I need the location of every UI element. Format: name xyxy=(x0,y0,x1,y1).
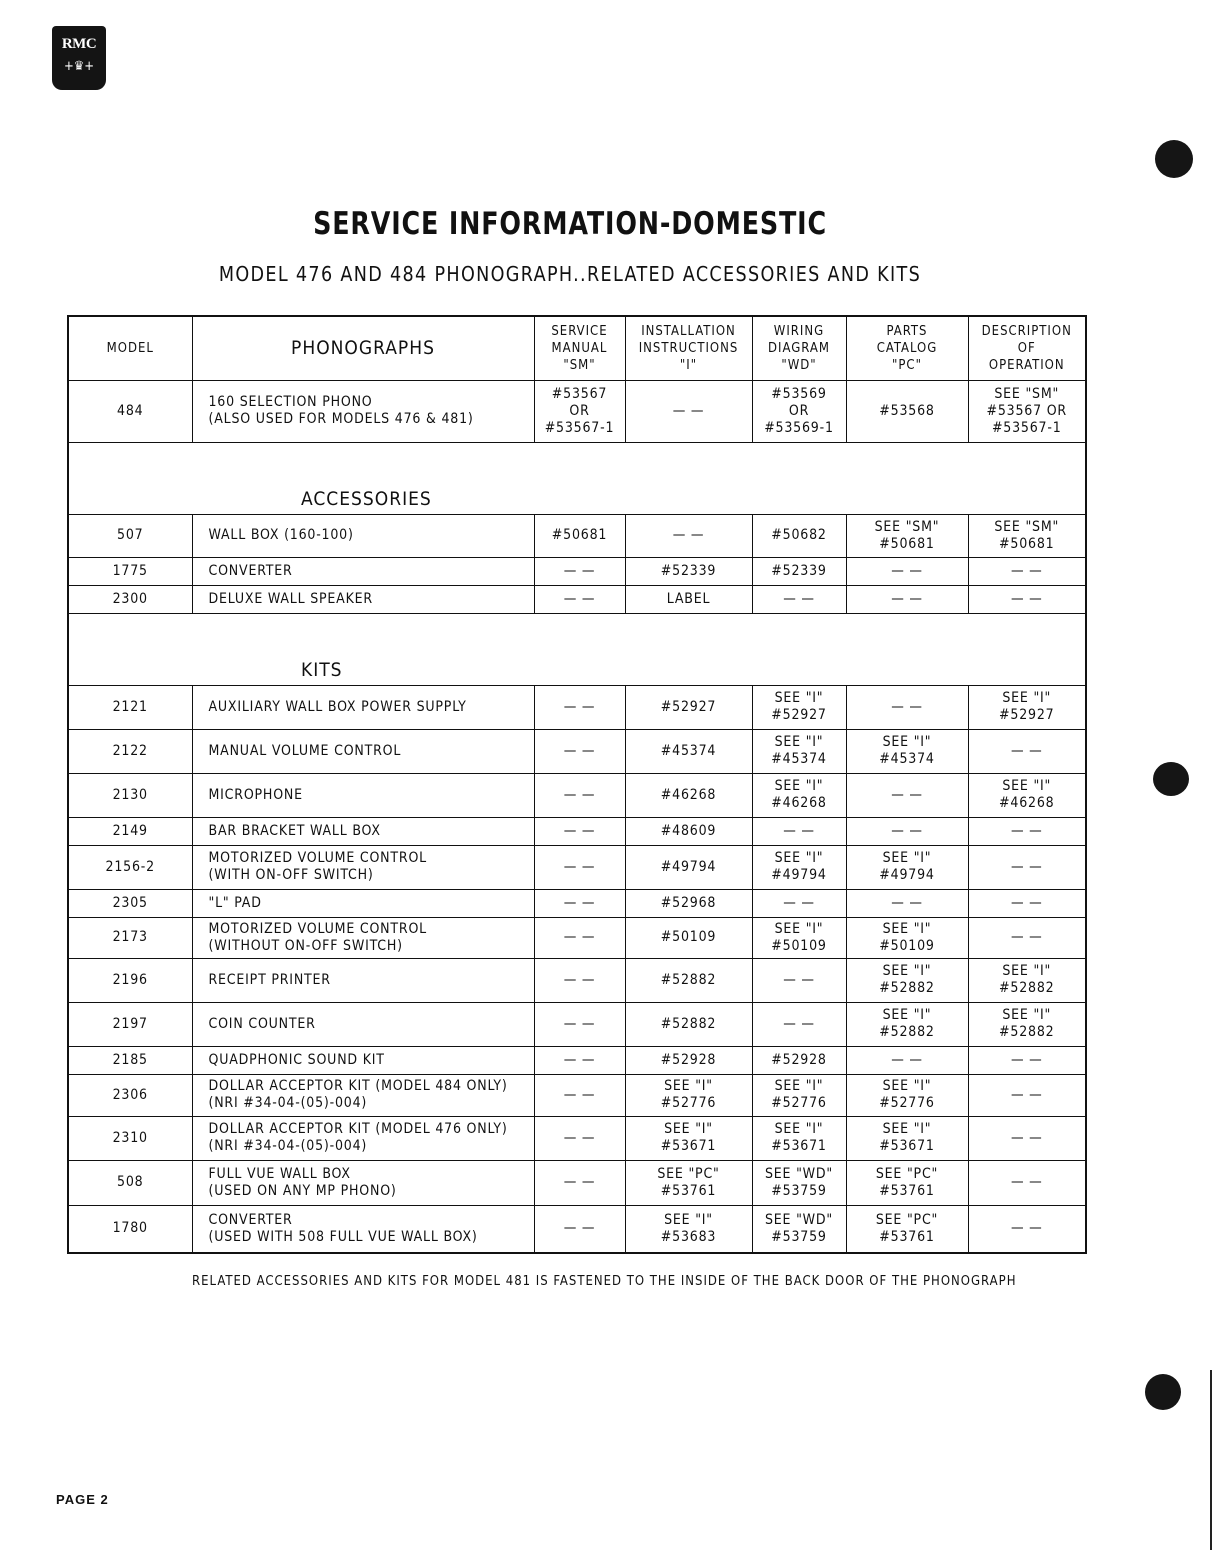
cell-description: CONVERTER (USED WITH 508 FULL VUE WALL BOX) xyxy=(192,1205,534,1253)
accessories-section-row xyxy=(68,442,1086,514)
cell-model: 508 xyxy=(68,1160,192,1205)
cell-parts: #53568 xyxy=(846,380,968,442)
cell-service-manual: — — xyxy=(534,917,625,958)
header-model: MODEL xyxy=(68,316,192,380)
cell-description: DOLLAR ACCEPTOR KIT (MODEL 484 ONLY) (NRI #34-04-(05)-004) xyxy=(192,1074,534,1116)
cell-wiring: SEE "WD" #53759 xyxy=(752,1205,846,1253)
cell-wiring: SEE "I" #49794 xyxy=(752,845,846,889)
cell-desc-operation: — — xyxy=(968,1074,1086,1116)
cell-desc-operation: — — xyxy=(968,1160,1086,1205)
page-number: PAGE 2 xyxy=(56,1492,109,1507)
cell-parts: — — xyxy=(846,817,968,845)
cell-parts: — — xyxy=(846,585,968,613)
cell-desc-operation: — — xyxy=(968,917,1086,958)
cell-installation: #52927 xyxy=(625,685,752,729)
cell-installation: SEE "I" #52776 xyxy=(625,1074,752,1116)
logo-text: RMC xyxy=(61,36,97,52)
page-subtitle: MODEL 476 AND 484 PHONOGRAPH..RELATED ACCESSORIES AND KITS xyxy=(218,262,922,286)
cell-model: 2173 xyxy=(68,917,192,958)
rmc-logo xyxy=(52,26,106,90)
cell-service-manual: #50681 xyxy=(534,514,625,557)
cell-service-manual: — — xyxy=(534,1116,625,1160)
table-row xyxy=(68,1160,1086,1205)
cell-service-manual: — — xyxy=(534,729,625,773)
cell-installation: LABEL xyxy=(625,585,752,613)
table-row xyxy=(68,729,1086,773)
table-row xyxy=(68,585,1086,613)
cell-description: 160 SELECTION PHONO (ALSO USED FOR MODELS 476 & 481) xyxy=(192,380,534,442)
cell-description: DELUXE WALL SPEAKER xyxy=(192,585,534,613)
cell-wiring: SEE "I" #50109 xyxy=(752,917,846,958)
cell-service-manual: — — xyxy=(534,557,625,585)
cell-model: 2121 xyxy=(68,685,192,729)
cell-parts: SEE "I" #52882 xyxy=(846,958,968,1002)
cell-parts: SEE "I" #52882 xyxy=(846,1002,968,1046)
punch-hole-middle xyxy=(1153,762,1189,796)
cell-desc-operation: SEE "SM" #50681 xyxy=(968,514,1086,557)
cell-description: AUXILIARY WALL BOX POWER SUPPLY xyxy=(192,685,534,729)
cell-parts: SEE "I" #49794 xyxy=(846,845,968,889)
cell-model: 2306 xyxy=(68,1074,192,1116)
header-row xyxy=(68,316,1086,380)
header-service-manual: SERVICE MANUAL "SM" xyxy=(534,316,625,380)
accessories-section-heading: ACCESSORIES xyxy=(68,442,1086,514)
table-row xyxy=(68,958,1086,1002)
cell-description: FULL VUE WALL BOX (USED ON ANY MP PHONO) xyxy=(192,1160,534,1205)
cell-service-manual: — — xyxy=(534,889,625,917)
cell-installation: #48609 xyxy=(625,817,752,845)
cell-desc-operation: SEE "I" #46268 xyxy=(968,773,1086,817)
kits-section-heading: KITS xyxy=(68,613,1086,685)
cell-description: MOTORIZED VOLUME CONTROL (WITH ON-OFF SWITCH) xyxy=(192,845,534,889)
cell-wiring: SEE "I" #52927 xyxy=(752,685,846,729)
cell-parts: SEE "I" #45374 xyxy=(846,729,968,773)
table-row xyxy=(68,557,1086,585)
cell-model: 484 xyxy=(68,380,192,442)
cell-wiring: — — xyxy=(752,585,846,613)
cell-desc-operation: — — xyxy=(968,845,1086,889)
cell-wiring: #53569 OR #53569-1 xyxy=(752,380,846,442)
page-edge-mark xyxy=(1210,1370,1212,1550)
cell-model: 2197 xyxy=(68,1002,192,1046)
cell-desc-operation: SEE "I" #52882 xyxy=(968,1002,1086,1046)
cell-model: 2305 xyxy=(68,889,192,917)
cell-desc-operation: — — xyxy=(968,1046,1086,1074)
punch-hole-top xyxy=(1155,140,1193,178)
cell-parts: — — xyxy=(846,557,968,585)
cell-service-manual: — — xyxy=(534,1002,625,1046)
kits-section-row xyxy=(68,613,1086,685)
cell-desc-operation: — — xyxy=(968,889,1086,917)
cell-wiring: #50682 xyxy=(752,514,846,557)
cell-service-manual: — — xyxy=(534,773,625,817)
cell-wiring: SEE "WD" #53759 xyxy=(752,1160,846,1205)
cell-installation: #52928 xyxy=(625,1046,752,1074)
cell-wiring: — — xyxy=(752,817,846,845)
service-table xyxy=(67,315,1087,1254)
cell-service-manual: — — xyxy=(534,817,625,845)
table-row xyxy=(68,845,1086,889)
cell-service-manual: — — xyxy=(534,1205,625,1253)
cell-installation: SEE "I" #53683 xyxy=(625,1205,752,1253)
table-row xyxy=(68,1116,1086,1160)
cell-description: MICROPHONE xyxy=(192,773,534,817)
page-title: SERVICE INFORMATION-DOMESTIC xyxy=(313,206,827,242)
table-row xyxy=(68,1074,1086,1116)
cell-model: 1780 xyxy=(68,1205,192,1253)
cell-desc-operation: — — xyxy=(968,1205,1086,1253)
cell-description: QUADPHONIC SOUND KIT xyxy=(192,1046,534,1074)
cell-model: 2149 xyxy=(68,817,192,845)
cell-desc-operation: — — xyxy=(968,585,1086,613)
cell-wiring: SEE "I" #45374 xyxy=(752,729,846,773)
cell-service-manual: — — xyxy=(534,1160,625,1205)
cell-desc-operation: — — xyxy=(968,817,1086,845)
cell-parts: — — xyxy=(846,889,968,917)
cell-service-manual: — — xyxy=(534,685,625,729)
cell-description: COIN COUNTER xyxy=(192,1002,534,1046)
table-row xyxy=(68,514,1086,557)
cell-model: 507 xyxy=(68,514,192,557)
header-description: DESCRIPTION OF OPERATION xyxy=(968,316,1086,380)
cell-model: 2156-2 xyxy=(68,845,192,889)
cell-wiring: #52339 xyxy=(752,557,846,585)
table-row xyxy=(68,889,1086,917)
cell-wiring: #52928 xyxy=(752,1046,846,1074)
cell-parts: SEE "I" #52776 xyxy=(846,1074,968,1116)
cell-description: "L" PAD xyxy=(192,889,534,917)
cell-service-manual: — — xyxy=(534,1046,625,1074)
cell-installation: #52339 xyxy=(625,557,752,585)
cell-installation: #52882 xyxy=(625,958,752,1002)
cell-parts: SEE "PC" #53761 xyxy=(846,1160,968,1205)
cell-parts: SEE "I" #53671 xyxy=(846,1116,968,1160)
header-wiring: WIRING DIAGRAM "WD" xyxy=(752,316,846,380)
cell-service-manual: — — xyxy=(534,1074,625,1116)
cell-wiring: SEE "I" #46268 xyxy=(752,773,846,817)
crown-icon: +♛+ xyxy=(63,59,95,74)
cell-model: 2122 xyxy=(68,729,192,773)
cell-description: MANUAL VOLUME CONTROL xyxy=(192,729,534,773)
cell-installation: #46268 xyxy=(625,773,752,817)
header-phonographs: PHONOGRAPHS xyxy=(192,316,534,380)
cell-desc-operation: — — xyxy=(968,557,1086,585)
cell-parts: SEE "SM" #50681 xyxy=(846,514,968,557)
cell-parts: — — xyxy=(846,1046,968,1074)
cell-installation: #49794 xyxy=(625,845,752,889)
cell-installation: #52968 xyxy=(625,889,752,917)
cell-description: WALL BOX (160-100) xyxy=(192,514,534,557)
cell-parts: SEE "PC" #53761 xyxy=(846,1205,968,1253)
cell-installation: #50109 xyxy=(625,917,752,958)
cell-desc-operation: SEE "I" #52927 xyxy=(968,685,1086,729)
cell-installation: SEE "PC" #53761 xyxy=(625,1160,752,1205)
cell-model: 2300 xyxy=(68,585,192,613)
cell-wiring: SEE "I" #53671 xyxy=(752,1116,846,1160)
cell-desc-operation: — — xyxy=(968,729,1086,773)
cell-description: RECEIPT PRINTER xyxy=(192,958,534,1002)
cell-service-manual: — — xyxy=(534,845,625,889)
cell-model: 2130 xyxy=(68,773,192,817)
cell-installation: #45374 xyxy=(625,729,752,773)
cell-wiring: — — xyxy=(752,1002,846,1046)
header-installation: INSTALLATION INSTRUCTIONS "I" xyxy=(625,316,752,380)
table-row xyxy=(68,1002,1086,1046)
cell-desc-operation: SEE "SM" #53567 OR #53567-1 xyxy=(968,380,1086,442)
cell-description: BAR BRACKET WALL BOX xyxy=(192,817,534,845)
cell-installation: SEE "I" #53671 xyxy=(625,1116,752,1160)
footnote: RELATED ACCESSORIES AND KITS FOR MODEL 481 IS FASTENED TO THE INSIDE OF THE BACK DOOR OF THE PHONOGRAPH xyxy=(192,1274,1017,1289)
cell-model: 2310 xyxy=(68,1116,192,1160)
cell-installation: — — xyxy=(625,380,752,442)
table-row xyxy=(68,817,1086,845)
cell-parts: SEE "I" #50109 xyxy=(846,917,968,958)
cell-parts: — — xyxy=(846,773,968,817)
cell-description: CONVERTER xyxy=(192,557,534,585)
cell-description: MOTORIZED VOLUME CONTROL (WITHOUT ON-OFF SWITCH) xyxy=(192,917,534,958)
table-row xyxy=(68,380,1086,442)
cell-desc-operation: SEE "I" #52882 xyxy=(968,958,1086,1002)
cell-model: 1775 xyxy=(68,557,192,585)
punch-hole-bottom xyxy=(1145,1374,1181,1410)
cell-model: 2185 xyxy=(68,1046,192,1074)
cell-service-manual: — — xyxy=(534,958,625,1002)
cell-installation: — — xyxy=(625,514,752,557)
cell-desc-operation: — — xyxy=(968,1116,1086,1160)
table-row xyxy=(68,685,1086,729)
cell-description: DOLLAR ACCEPTOR KIT (MODEL 476 ONLY) (NRI #34-04-(05)-004) xyxy=(192,1116,534,1160)
table-row xyxy=(68,917,1086,958)
header-parts: PARTS CATALOG "PC" xyxy=(846,316,968,380)
cell-installation: #52882 xyxy=(625,1002,752,1046)
cell-wiring: — — xyxy=(752,958,846,1002)
cell-service-manual: — — xyxy=(534,585,625,613)
table-row xyxy=(68,1205,1086,1253)
cell-service-manual: #53567 OR #53567-1 xyxy=(534,380,625,442)
cell-parts: — — xyxy=(846,685,968,729)
cell-wiring: — — xyxy=(752,889,846,917)
cell-wiring: SEE "I" #52776 xyxy=(752,1074,846,1116)
cell-model: 2196 xyxy=(68,958,192,1002)
table-row xyxy=(68,773,1086,817)
table-row xyxy=(68,1046,1086,1074)
